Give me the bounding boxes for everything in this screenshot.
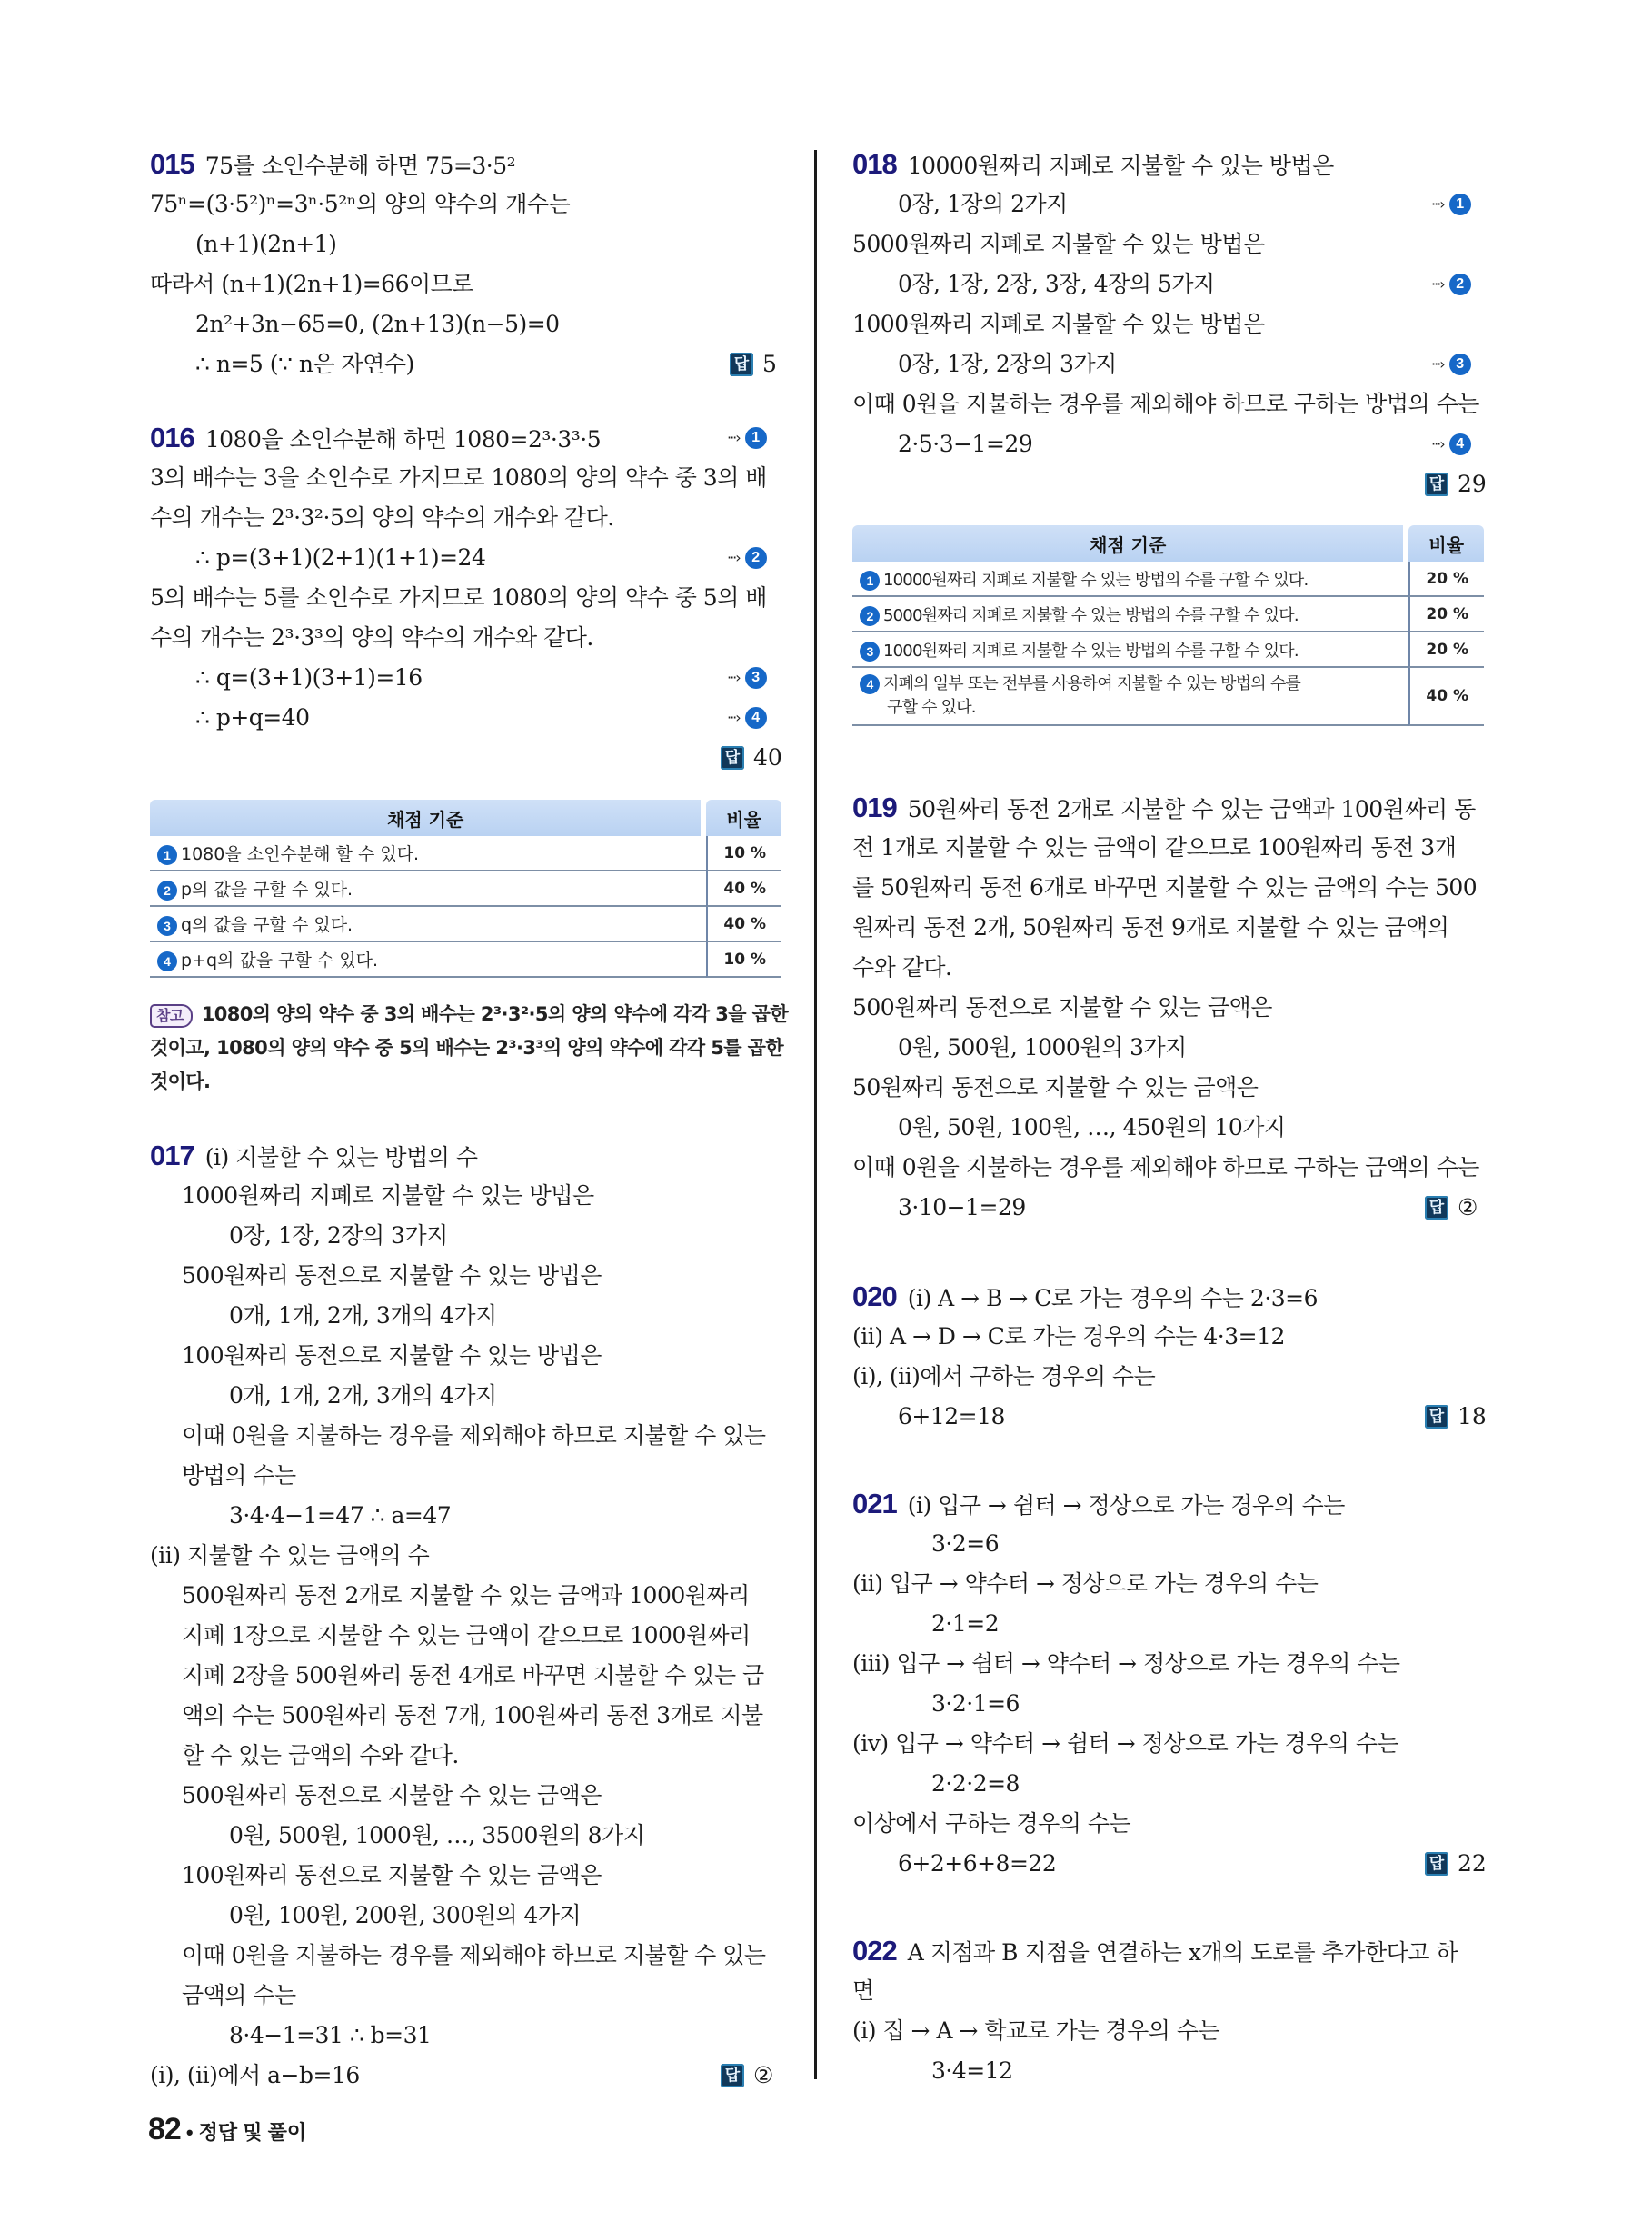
- q021-line-3: 2·1=2: [931, 1610, 1000, 1637]
- q022-line-2: (i) 집 → A → 학교로 가는 경우의 수는: [852, 2017, 1220, 2044]
- answer-icon: 답: [1425, 1852, 1448, 1876]
- q021-line-6: (iv) 입구 → 약수터 → 쉼터 → 정상으로 가는 경우의 수는: [852, 1730, 1399, 1757]
- circled-number-icon: 2: [745, 547, 767, 569]
- q019-line-8: 0원, 50원, 100원, …, 450원의 10가지: [898, 1114, 1286, 1140]
- circled-number-icon: 1: [860, 571, 880, 591]
- circled-number-icon: 1: [1449, 194, 1471, 215]
- q019-line-2: 를 50원짜리 동전 6개로 바꾸면 지불할 수 있는 금액의 수는 500: [852, 874, 1478, 901]
- q017-line-11: 500원짜리 동전 2개로 지불할 수 있는 금액과 1000원짜리: [182, 1582, 750, 1609]
- q016-line-4: 5의 배수는 5를 소인수로 가지므로 1080의 양의 약수 중 5의 배: [150, 584, 767, 611]
- q015-line-3: 따라서 (n+1)(2n+1)=66이므로: [150, 271, 473, 297]
- q017-line-18: 100원짜리 동전으로 지불할 수 있는 금액은: [182, 1862, 602, 1888]
- q018-rubric-table: [852, 525, 1484, 726]
- circled-number-icon: 4: [157, 951, 177, 971]
- q015-line-4: 2n²+3n−65=0, (2n+13)(n−5)=0: [195, 311, 560, 337]
- q015-line-0: 015 75를 소인수분해 하면 75=3·5²: [150, 148, 516, 180]
- dotted-arrow-icon: ···›: [727, 549, 740, 566]
- note-line-2: 것이다.: [150, 1071, 211, 1092]
- q018-line-7: 2·5·3−1=29: [898, 431, 1033, 457]
- q015-line-2: (n+1)(2n+1): [195, 231, 337, 257]
- dotted-arrow-icon: ···›: [1431, 275, 1444, 293]
- q015-answer: 답 5: [730, 349, 777, 380]
- question-number: 019: [852, 792, 897, 823]
- q019-line-10: 3·10−1=29: [898, 1194, 1026, 1220]
- q017-line-6: 0개, 1개, 2개, 3개의 4가지: [229, 1382, 497, 1409]
- circled-number-icon: 4: [860, 674, 880, 694]
- q021-answer: 답 22: [1425, 1848, 1487, 1879]
- question-number: 016: [150, 422, 194, 453]
- answer-icon: 답: [721, 746, 744, 770]
- q016-line-1: 3의 배수는 3을 소인수로 가지므로 1080의 양의 약수 중 3의 배: [150, 464, 767, 491]
- q018-line-1: 0장, 1장의 2가지: [898, 191, 1068, 217]
- q017-line-8: 방법의 수는: [182, 1462, 296, 1489]
- rubric-row: 4 지폐의 일부 또는 전부를 사용하여 지불할 수 있는 방법의 수를 구할 수 있다. 40 %: [852, 668, 1484, 726]
- rubric-row: 3 q의 값을 구할 수 있다. 40 %: [150, 907, 781, 942]
- q018-answer: 답 29: [1425, 469, 1487, 500]
- q017-line-10: (ii) 지불할 수 있는 금액의 수: [150, 1542, 430, 1569]
- rubric-row: 4 p+q의 값을 구할 수 있다. 10 %: [150, 942, 781, 978]
- q022-line-1: 면: [852, 1977, 874, 2004]
- answer-icon: 답: [730, 353, 753, 376]
- circled-number-icon: 4: [1449, 433, 1471, 455]
- q015-line-1: 75ⁿ=(3·5²)ⁿ=3ⁿ·5²ⁿ의 양의 약수의 개수는: [150, 191, 571, 217]
- q019-line-9: 이때 0원을 지불하는 경우를 제외해야 하므로 구하는 금액의 수는: [852, 1154, 1479, 1180]
- q017-line-13: 지폐 2장을 500원짜리 동전 4개로 바꾸면 지불할 수 있는 금: [182, 1662, 764, 1688]
- rubric-row: 1 10000원짜리 지폐로 지불할 수 있는 방법의 수를 구할 수 있다. 20 %: [852, 562, 1484, 597]
- q020-answer: 답 18: [1425, 1401, 1487, 1432]
- q019-answer: 답 ②: [1425, 1192, 1478, 1223]
- dotted-arrow-icon: ···›: [1431, 355, 1444, 373]
- q021-line-1: 3·2=6: [931, 1530, 1000, 1557]
- page-footer: [148, 2112, 306, 2147]
- q018-line-6: 이때 0원을 지불하는 경우를 제외해야 하므로 구하는 방법의 수는: [852, 391, 1479, 417]
- step-marker-2: [1431, 269, 1471, 300]
- q017-line-17: 0원, 500원, 1000원, …, 3500원의 8가지: [229, 1822, 645, 1848]
- q022-line-3: 3·4=12: [931, 2057, 1013, 2084]
- q018-line-2: 5000원짜리 지폐로 지불할 수 있는 방법은: [852, 231, 1265, 257]
- section-title: • 정답 및 풀이: [185, 2121, 307, 2144]
- answer-icon: 답: [1425, 1196, 1448, 1220]
- q017-line-3: 500원짜리 동전으로 지불할 수 있는 방법은: [182, 1262, 602, 1289]
- q019-line-7: 50원짜리 동전으로 지불할 수 있는 금액은: [852, 1074, 1259, 1101]
- q019-line-5: 500원짜리 동전으로 지불할 수 있는 금액은: [852, 994, 1272, 1021]
- q017-answer: 답 ②: [721, 2060, 773, 2091]
- q020-line-3: 6+12=18: [898, 1403, 1005, 1429]
- q016-line-2: 수의 개수는 2³·3²·5의 양의 약수의 개수와 같다.: [150, 504, 614, 531]
- column-divider: [814, 150, 817, 2079]
- q017-line-12: 지폐 1장으로 지불할 수 있는 금액이 같으므로 1000원짜리: [182, 1622, 751, 1648]
- q018-line-5: 0장, 1장, 2장의 3가지: [898, 351, 1117, 377]
- q019-line-0: 019 50원짜리 동전 2개로 지불할 수 있는 금액과 100원짜리 동: [852, 792, 1476, 823]
- q019-line-6: 0원, 500원, 1000원의 3가지: [898, 1034, 1187, 1061]
- q017-line-9: 3·4·4−1=47 ∴ a=47: [229, 1502, 452, 1529]
- answer-icon: 답: [1425, 1405, 1448, 1429]
- q019-line-1: 전 1개로 지불할 수 있는 금액이 같으므로 100원짜리 동전 3개: [852, 834, 1457, 861]
- q017-line-16: 500원짜리 동전으로 지불할 수 있는 금액은: [182, 1782, 602, 1808]
- q016-line-3: ∴ p=(3+1)(2+1)(1+1)=24: [195, 544, 486, 571]
- q019-line-4: 수와 같다.: [852, 954, 952, 981]
- q021-line-0: 021 (i) 입구 → 쉼터 → 정상으로 가는 경우의 수는: [852, 1488, 1345, 1519]
- q017-line-21: 금액의 수는: [182, 1982, 296, 2008]
- q017-line-19: 0원, 100원, 200원, 300원의 4가지: [229, 1902, 582, 1928]
- rubric-row: 1 1080을 소인수분해 할 수 있다. 10 %: [150, 836, 781, 871]
- step-marker-3: [727, 662, 767, 693]
- circled-number-icon: 3: [157, 916, 177, 936]
- q017-line-23: (i), (ii)에서 a−b=16: [150, 2062, 360, 2088]
- step-marker-4: [727, 702, 767, 733]
- q017-line-5: 100원짜리 동전으로 지불할 수 있는 방법은: [182, 1342, 602, 1369]
- q020-line-0: 020 (i) A → B → C로 가는 경우의 수는 2·3=6: [852, 1280, 1319, 1312]
- q017-line-2: 0장, 1장, 2장의 3가지: [229, 1222, 448, 1249]
- dotted-arrow-icon: ···›: [727, 709, 740, 726]
- circled-number-icon: 1: [157, 845, 177, 865]
- q015-line-5: ∴ n=5 (∵ n은 자연수): [195, 351, 414, 377]
- circled-number-icon: 2: [157, 881, 177, 901]
- note-line-1: 것이고, 1080의 양의 약수 중 5의 배수는 2³·3³의 양의 약수에 각각 5를 곱한: [150, 1037, 784, 1059]
- question-number: 018: [852, 148, 897, 180]
- q016-answer: 답 40: [721, 742, 782, 773]
- q021-line-5: 3·2·1=6: [931, 1690, 1020, 1717]
- dotted-arrow-icon: ···›: [1431, 195, 1444, 213]
- rubric-header-criteria: 채점 기준: [852, 525, 1408, 562]
- q017-line-4: 0개, 1개, 2개, 3개의 4가지: [229, 1302, 497, 1329]
- step-marker-1: [727, 423, 767, 453]
- q017-line-1: 1000원짜리 지폐로 지불할 수 있는 방법은: [182, 1182, 594, 1209]
- q021-line-2: (ii) 입구 → 약수터 → 정상으로 가는 경우의 수는: [852, 1570, 1319, 1597]
- dotted-arrow-icon: ···›: [1431, 435, 1444, 453]
- circled-number-icon: 3: [860, 642, 880, 662]
- q017-line-22: 8·4−1=31 ∴ b=31: [229, 2022, 432, 2048]
- q022-line-0: 022 A 지점과 B 지점을 연결하는 x개의 도로를 추가한다고 하: [852, 1935, 1458, 1967]
- question-number: 017: [150, 1140, 194, 1171]
- circled-number-icon: 2: [1449, 274, 1471, 295]
- rubric-row: 2 5000원짜리 지폐로 지불할 수 있는 방법의 수를 구할 수 있다. 20 %: [852, 597, 1484, 632]
- dotted-arrow-icon: ···›: [727, 669, 740, 686]
- q017-line-20: 이때 0원을 지불하는 경우를 제외해야 하므로 지불할 수 있는: [182, 1942, 766, 1968]
- q018-line-3: 0장, 1장, 2장, 3장, 4장의 5가지: [898, 271, 1215, 297]
- q018-line-0: 018 10000원짜리 지폐로 지불할 수 있는 방법은: [852, 148, 1334, 180]
- q016-rubric-table: [150, 800, 781, 978]
- q019-line-3: 원짜리 동전 2개, 50원짜리 동전 9개로 지불할 수 있는 금액의: [852, 914, 1449, 941]
- note-line-0: 참고 1080의 양의 약수 중 3의 배수는 2³·3²·5의 양의 약수에 각각 3을 곱한: [150, 998, 788, 1031]
- q020-line-1: (ii) A → D → C로 가는 경우의 수는 4·3=12: [852, 1323, 1285, 1350]
- q021-line-7: 2·2·2=8: [931, 1770, 1020, 1797]
- q021-line-4: (iii) 입구 → 쉼터 → 약수터 → 정상으로 가는 경우의 수는: [852, 1650, 1400, 1677]
- q017-line-0: 017 (i) 지불할 수 있는 방법의 수: [150, 1140, 478, 1171]
- circled-number-icon: 2: [860, 606, 880, 626]
- note-tag: 참고: [150, 1004, 193, 1028]
- q017-line-14: 액의 수는 500원짜리 동전 7개, 100원짜리 동전 3개로 지불: [182, 1702, 763, 1728]
- q021-line-8: 이상에서 구하는 경우의 수는: [852, 1810, 1131, 1837]
- q017-line-15: 할 수 있는 금액의 수와 같다.: [182, 1742, 459, 1768]
- answer-icon: 답: [1425, 473, 1448, 496]
- step-marker-2: [727, 543, 767, 573]
- rubric-row: 2 p의 값을 구할 수 있다. 40 %: [150, 871, 781, 907]
- question-number: 021: [852, 1488, 897, 1519]
- question-number: 022: [852, 1935, 897, 1967]
- question-number: 020: [852, 1280, 897, 1312]
- answer-icon: 답: [721, 2064, 744, 2087]
- q016-line-7: ∴ p+q=40: [195, 704, 310, 731]
- q017-line-7: 이때 0원을 지불하는 경우를 제외해야 하므로 지불할 수 있는: [182, 1422, 766, 1449]
- step-marker-1: [1431, 189, 1471, 220]
- circled-number-icon: 3: [745, 667, 767, 689]
- rubric-row: 3 1000원짜리 지폐로 지불할 수 있는 방법의 수를 구할 수 있다. 20 %: [852, 632, 1484, 668]
- q016-line-5: 수의 개수는 2³·3³의 양의 약수의 개수와 같다.: [150, 624, 593, 651]
- q018-line-4: 1000원짜리 지폐로 지불할 수 있는 방법은: [852, 311, 1265, 337]
- q021-line-9: 6+2+6+8=22: [898, 1850, 1057, 1877]
- circled-number-icon: 3: [1449, 354, 1471, 375]
- question-number: 015: [150, 148, 194, 180]
- rubric-header-ratio: 비율: [1408, 525, 1484, 562]
- rubric-header-ratio: 비율: [706, 800, 781, 836]
- step-marker-4: [1431, 429, 1471, 460]
- q016-line-0: 016 1080을 소인수분해 하면 1080=2³·3³·5: [150, 422, 602, 453]
- q016-line-6: ∴ q=(3+1)(3+1)=16: [195, 664, 423, 691]
- rubric-header-criteria: 채점 기준: [150, 800, 706, 836]
- circled-number-icon: 1: [745, 427, 767, 449]
- q020-line-2: (i), (ii)에서 구하는 경우의 수는: [852, 1363, 1156, 1389]
- dotted-arrow-icon: ···›: [727, 429, 740, 446]
- page-number: 82: [148, 2112, 181, 2146]
- step-marker-3: [1431, 349, 1471, 380]
- circled-number-icon: 4: [745, 707, 767, 729]
